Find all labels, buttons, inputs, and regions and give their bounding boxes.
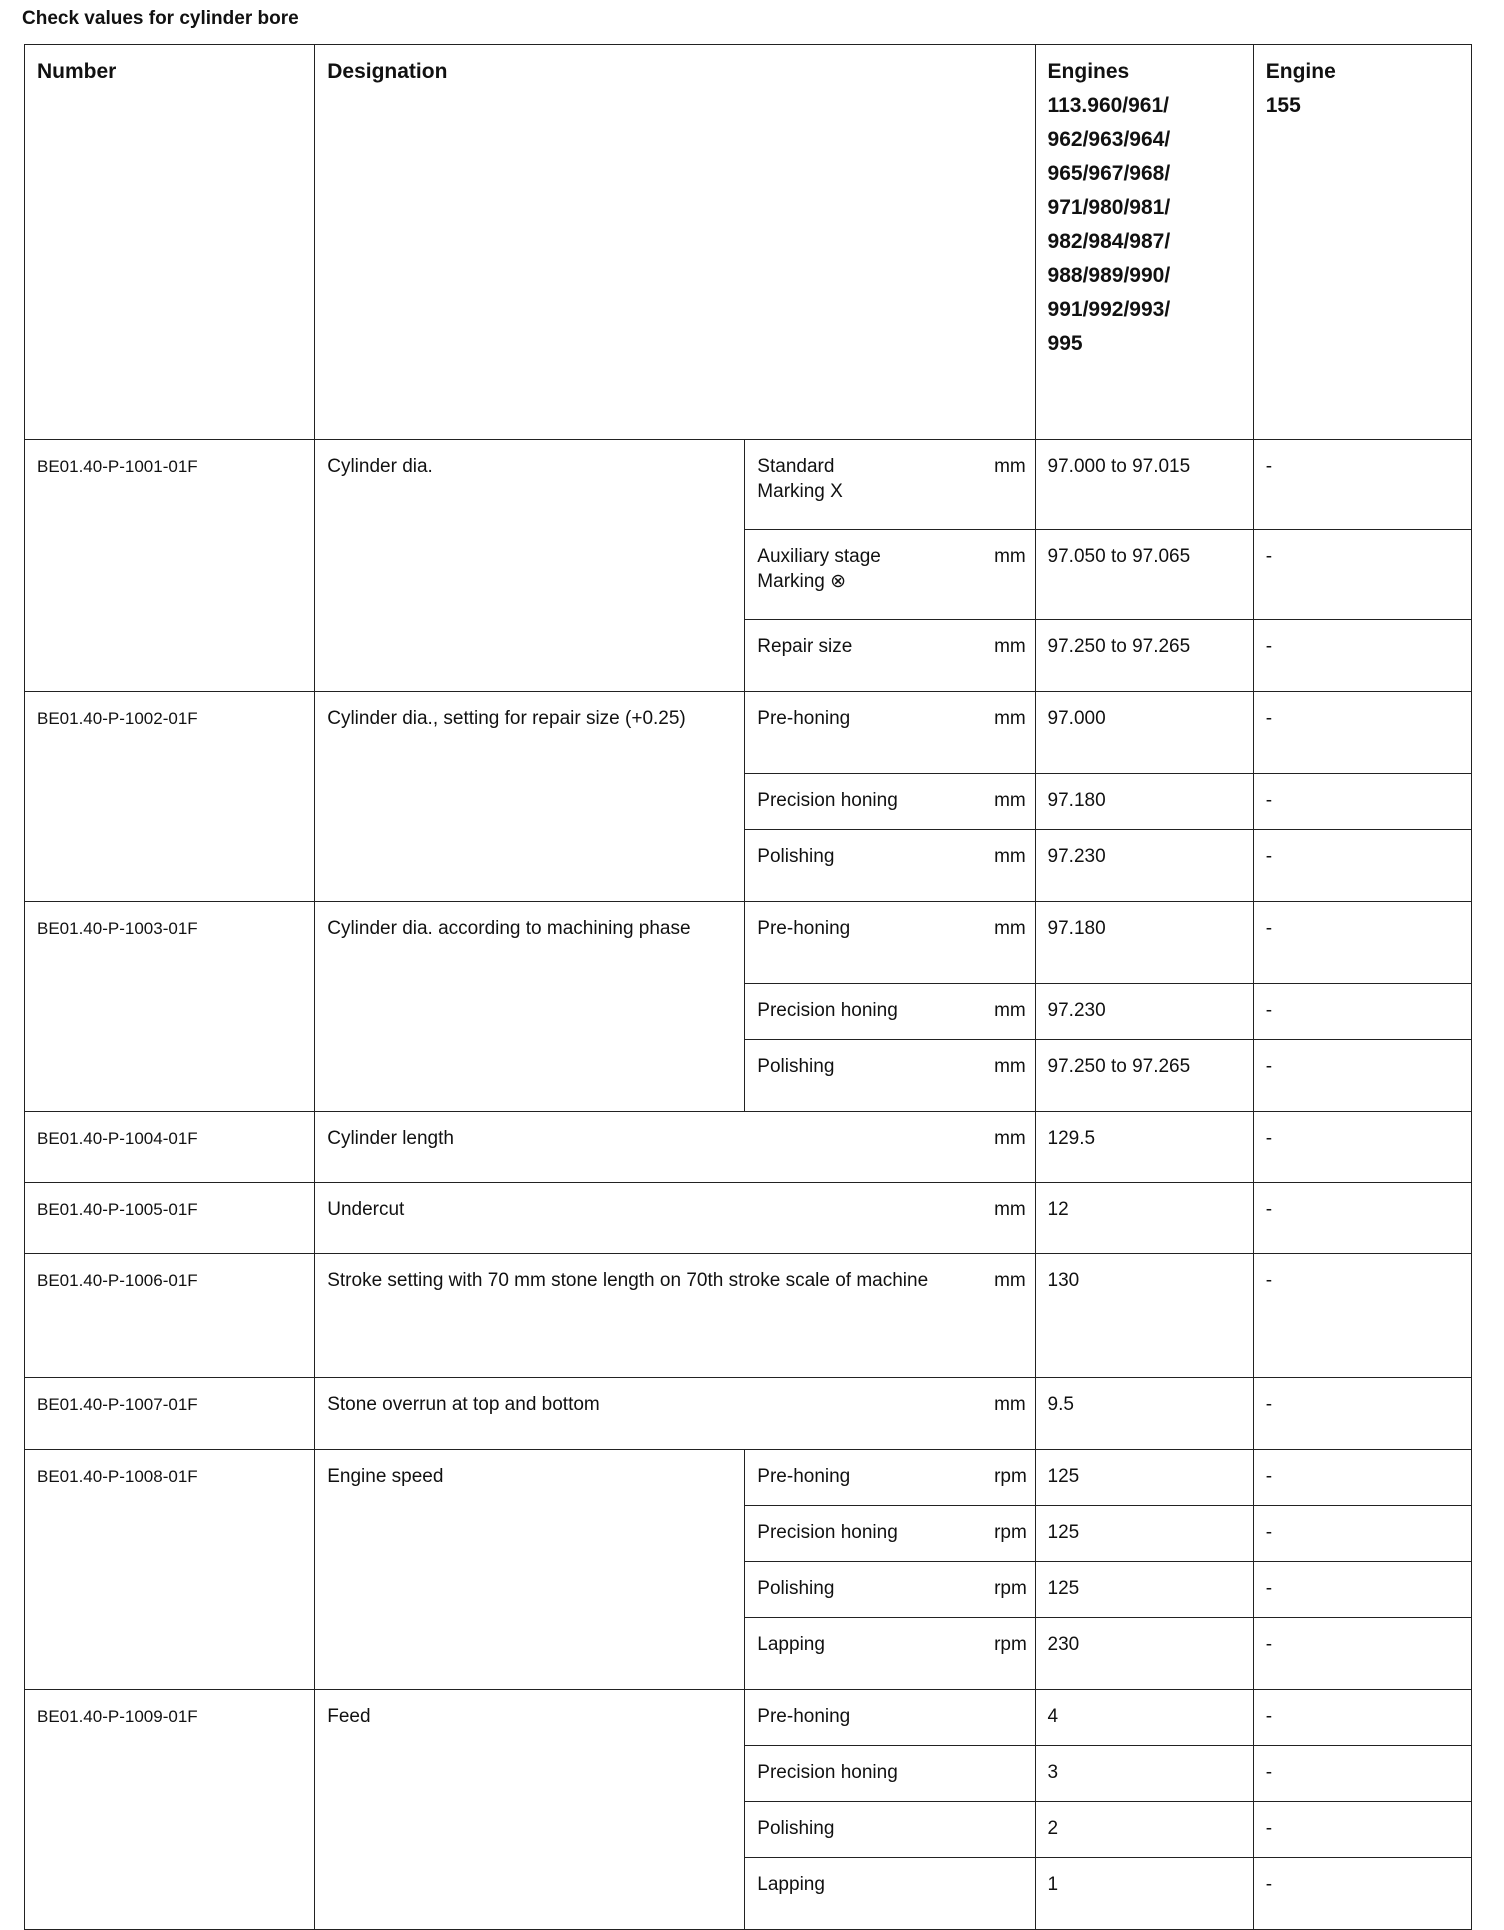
row-value-engines: 129.5 [1035, 1112, 1253, 1183]
row-subitem [745, 692, 982, 774]
row-value-engine-155: - [1253, 1506, 1471, 1562]
row-value-engine-155: - [1253, 984, 1471, 1040]
row-value-engines: 12 [1035, 1183, 1253, 1254]
header-engines: Engines 113.960/961/ 962/963/964/ 965/967/968/ 971/980/981/ 982/984/987/ 988/989/990/ 991/992/993/ 995 [1035, 45, 1253, 440]
row-designation: Feed [315, 1690, 745, 1930]
row-value-engines: 130 [1035, 1254, 1253, 1378]
subitem-label: Pre-honing [757, 1706, 851, 1727]
row-unit: rpm [982, 1450, 1035, 1506]
table-body [25, 440, 1472, 1930]
row-unit: rpm [982, 1618, 1035, 1690]
row-designation: Stone overrun at top and bottom [315, 1378, 982, 1450]
row-unit: mm [982, 1040, 1035, 1112]
table-row [25, 1378, 1472, 1450]
row-value-engines: 230 [1035, 1618, 1253, 1690]
row-subitem [745, 620, 982, 692]
row-value-engines: 125 [1035, 1506, 1253, 1562]
subitem-label: Standard [757, 456, 835, 477]
row-value-engine-155: - [1253, 1112, 1471, 1183]
row-value-engine-155: - [1253, 1618, 1471, 1690]
subitem-label: Polishing [757, 1056, 835, 1077]
subitem-label: Precision honing [757, 1000, 898, 1021]
header-engine-155: Engine 155 [1253, 45, 1471, 440]
row-number: BE01.40-P-1006-01F [25, 1254, 315, 1378]
header-designation: Designation [315, 45, 1035, 440]
row-number: BE01.40-P-1004-01F [25, 1112, 315, 1183]
row-unit: mm [982, 530, 1035, 620]
subitem-label: Pre-honing [757, 708, 851, 729]
row-value-engine-155: - [1253, 1802, 1471, 1858]
row-subitem [745, 440, 982, 530]
row-value-engine-155: - [1253, 1254, 1471, 1378]
row-value-engines: 97.000 [1035, 692, 1253, 774]
row-subitem [745, 902, 982, 984]
row-value-engine-155: - [1253, 902, 1471, 984]
row-value-engines: 1 [1035, 1858, 1253, 1930]
row-value-engines: 97.050 to 97.065 [1035, 530, 1253, 620]
row-unit: mm [982, 902, 1035, 984]
subitem-label: Polishing [757, 846, 835, 867]
row-subitem [745, 1746, 982, 1802]
row-designation: Undercut [315, 1183, 982, 1254]
row-unit: mm [982, 1254, 1035, 1378]
row-number: BE01.40-P-1008-01F [25, 1450, 315, 1690]
subitem-marking: Marking X [757, 481, 843, 502]
row-subitem [745, 1562, 982, 1618]
table-row [25, 1112, 1472, 1183]
row-value-engines: 3 [1035, 1746, 1253, 1802]
table-row [25, 440, 1472, 530]
subitem-label: Repair size [757, 636, 853, 657]
row-subitem [745, 774, 982, 830]
subitem-marking: Marking ⊗ [757, 571, 847, 592]
row-subitem [745, 1040, 982, 1112]
row-designation: Cylinder length [315, 1112, 982, 1183]
row-unit: mm [982, 440, 1035, 530]
row-value-engines: 2 [1035, 1802, 1253, 1858]
row-number: BE01.40-P-1009-01F [25, 1690, 315, 1930]
row-value-engines: 97.180 [1035, 774, 1253, 830]
row-unit [982, 1690, 1035, 1746]
subitem-label: Pre-honing [757, 1466, 851, 1487]
row-value-engine-155: - [1253, 620, 1471, 692]
row-value-engine-155: - [1253, 774, 1471, 830]
row-unit: mm [982, 620, 1035, 692]
row-number: BE01.40-P-1007-01F [25, 1378, 315, 1450]
row-unit [982, 1858, 1035, 1930]
row-value-engines: 97.230 [1035, 984, 1253, 1040]
row-subitem [745, 1506, 982, 1562]
row-subitem [745, 1450, 982, 1506]
row-unit: mm [982, 830, 1035, 902]
row-unit: mm [982, 692, 1035, 774]
row-value-engines: 97.250 to 97.265 [1035, 620, 1253, 692]
row-number: BE01.40-P-1002-01F [25, 692, 315, 902]
row-value-engine-155: - [1253, 1183, 1471, 1254]
row-value-engines: 125 [1035, 1450, 1253, 1506]
row-subitem [745, 984, 982, 1040]
row-value-engine-155: - [1253, 1040, 1471, 1112]
row-value-engine-155: - [1253, 1378, 1471, 1450]
row-value-engines: 125 [1035, 1562, 1253, 1618]
row-unit: mm [982, 774, 1035, 830]
row-subitem [745, 1690, 982, 1746]
row-value-engine-155: - [1253, 1562, 1471, 1618]
row-unit [982, 1802, 1035, 1858]
row-subitem [745, 530, 982, 620]
row-designation: Cylinder dia. [315, 440, 745, 692]
row-value-engines: 9.5 [1035, 1378, 1253, 1450]
subitem-label: Precision honing [757, 790, 898, 811]
row-designation: Cylinder dia., setting for repair size (+0.25) [315, 692, 745, 902]
row-subitem [745, 1618, 982, 1690]
subitem-label: Pre-honing [757, 918, 851, 939]
table-row [25, 902, 1472, 984]
row-subitem [745, 1802, 982, 1858]
subitem-label: Lapping [757, 1634, 825, 1655]
row-subitem [745, 830, 982, 902]
subitem-label: Polishing [757, 1578, 835, 1599]
row-value-engine-155: - [1253, 1450, 1471, 1506]
row-designation: Cylinder dia. according to machining phase [315, 902, 745, 1112]
row-value-engine-155: - [1253, 440, 1471, 530]
row-value-engine-155: - [1253, 1858, 1471, 1930]
row-value-engine-155: - [1253, 830, 1471, 902]
subitem-label: Precision honing [757, 1762, 898, 1783]
table-row [25, 1690, 1472, 1746]
header-row [25, 45, 1472, 440]
row-unit: mm [982, 1378, 1035, 1450]
row-unit: rpm [982, 1562, 1035, 1618]
page-title: Check values for cylinder bore [22, 8, 299, 29]
row-number: BE01.40-P-1001-01F [25, 440, 315, 692]
row-unit: mm [982, 1112, 1035, 1183]
table-row [25, 1183, 1472, 1254]
row-unit: mm [982, 1183, 1035, 1254]
row-unit [982, 1746, 1035, 1802]
row-value-engines: 97.250 to 97.265 [1035, 1040, 1253, 1112]
row-value-engine-155: - [1253, 1746, 1471, 1802]
row-value-engines: 97.230 [1035, 830, 1253, 902]
row-value-engines: 97.180 [1035, 902, 1253, 984]
table-row [25, 692, 1472, 774]
row-value-engines: 4 [1035, 1690, 1253, 1746]
row-unit: rpm [982, 1506, 1035, 1562]
table-row [25, 1450, 1472, 1506]
subitem-label: Auxiliary stage [757, 546, 881, 567]
subitem-label: Polishing [757, 1818, 835, 1839]
row-designation: Engine speed [315, 1450, 745, 1690]
row-number: BE01.40-P-1005-01F [25, 1183, 315, 1254]
subitem-label: Precision honing [757, 1522, 898, 1543]
subitem-label: Lapping [757, 1874, 825, 1895]
row-value-engine-155: - [1253, 530, 1471, 620]
table-row [25, 1254, 1472, 1378]
row-number: BE01.40-P-1003-01F [25, 902, 315, 1112]
row-subitem [745, 1858, 982, 1930]
row-value-engine-155: - [1253, 692, 1471, 774]
header-number: Number [25, 45, 315, 440]
row-designation: Stroke setting with 70 mm stone length on 70th stroke scale of machine [315, 1254, 982, 1378]
check-values-table [24, 44, 1472, 1930]
row-value-engine-155: - [1253, 1690, 1471, 1746]
row-value-engines: 97.000 to 97.015 [1035, 440, 1253, 530]
row-unit: mm [982, 984, 1035, 1040]
